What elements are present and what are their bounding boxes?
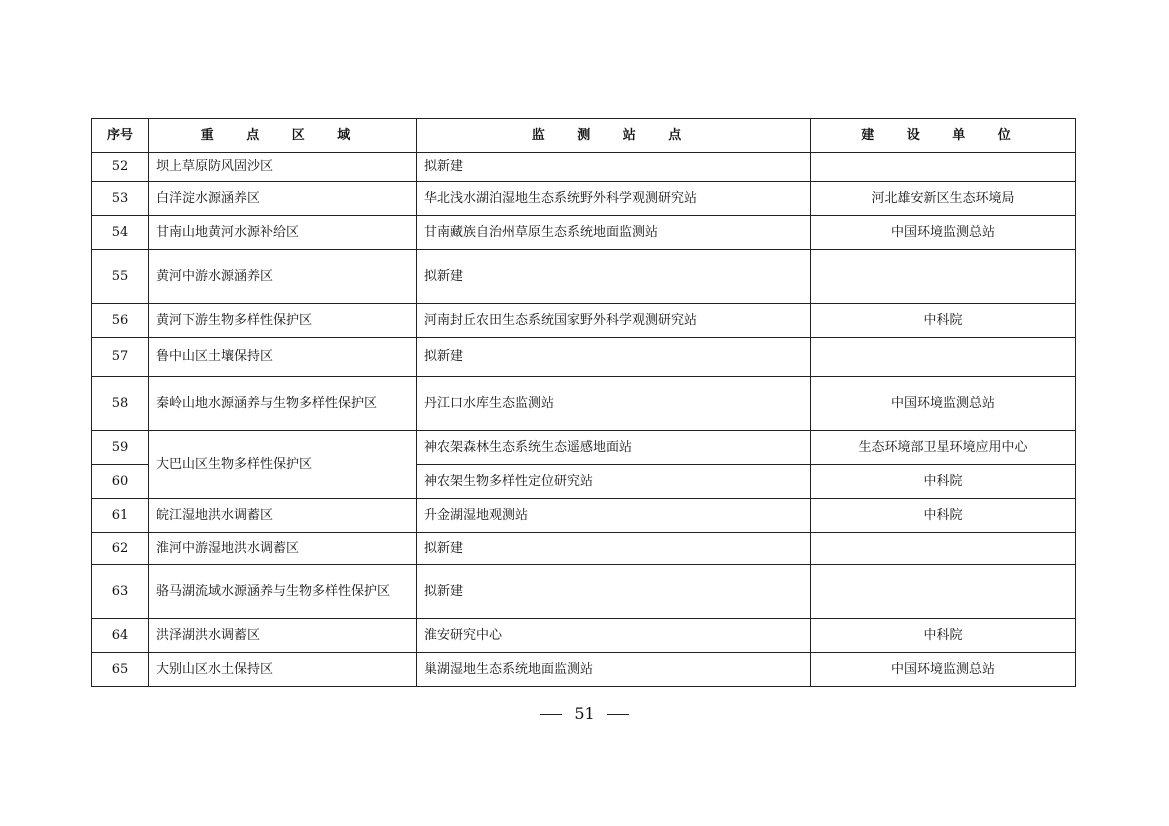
table-row: [92, 533, 1076, 565]
row-region: 大巴山区生物多样性保护区: [149, 431, 417, 499]
row-seq: 63: [92, 565, 149, 619]
monitoring-station-table: [91, 118, 1076, 687]
row-region: 秦岭山地水源涵养与生物多样性保护区: [149, 377, 417, 431]
row-unit: 中科院: [811, 465, 1076, 499]
row-unit: [811, 565, 1076, 619]
footer-dash-right: [607, 714, 629, 715]
row-region: 甘南山地黄河水源补给区: [149, 216, 417, 250]
row-seq: 53: [92, 182, 149, 216]
row-station: 拟新建: [417, 250, 811, 304]
table-row: [92, 182, 1076, 216]
row-unit: 中国环境监测总站: [811, 653, 1076, 687]
row-unit: [811, 338, 1076, 377]
row-unit: 河北雄安新区生态环境局: [811, 182, 1076, 216]
table-row: [92, 304, 1076, 338]
table-row: [92, 153, 1076, 182]
row-unit: [811, 533, 1076, 565]
row-region: 黄河中游水源涵养区: [149, 250, 417, 304]
row-region: 白洋淀水源涵养区: [149, 182, 417, 216]
row-seq: 64: [92, 619, 149, 653]
row-unit: 中国环境监测总站: [811, 377, 1076, 431]
row-seq: 52: [92, 153, 149, 182]
table-row: [92, 250, 1076, 304]
table-row: [92, 499, 1076, 533]
row-region: 洪泽湖洪水调蓄区: [149, 619, 417, 653]
row-region: 鲁中山区土壤保持区: [149, 338, 417, 377]
header-unit: 建 设 单 位: [811, 119, 1076, 153]
row-seq: 55: [92, 250, 149, 304]
row-unit: 生态环境部卫星环境应用中心: [811, 431, 1076, 465]
row-unit: [811, 250, 1076, 304]
row-unit: 中科院: [811, 304, 1076, 338]
row-unit: 中科院: [811, 499, 1076, 533]
row-region: 黄河下游生物多样性保护区: [149, 304, 417, 338]
table-row: [92, 216, 1076, 250]
row-seq: 58: [92, 377, 149, 431]
row-seq: 56: [92, 304, 149, 338]
row-region: 大别山区水土保持区: [149, 653, 417, 687]
row-region: 坝上草原防风固沙区: [149, 153, 417, 182]
row-station: 升金湖湿地观测站: [417, 499, 811, 533]
row-seq: 57: [92, 338, 149, 377]
table-row: [92, 653, 1076, 687]
row-station: 拟新建: [417, 533, 811, 565]
row-unit: 中科院: [811, 619, 1076, 653]
footer-dash-left: [540, 714, 562, 715]
row-unit: [811, 153, 1076, 182]
page-footer: [0, 704, 1169, 723]
row-station: 巢湖湿地生态系统地面监测站: [417, 653, 811, 687]
row-seq: 59: [92, 431, 149, 465]
header-station: 监 测 站 点: [417, 119, 811, 153]
row-station: 华北浅水湖泊湿地生态系统野外科学观测研究站: [417, 182, 811, 216]
row-station: 神农架生物多样性定位研究站: [417, 465, 811, 499]
table-row: [92, 619, 1076, 653]
table-row: [92, 338, 1076, 377]
row-seq: 54: [92, 216, 149, 250]
row-unit: 中国环境监测总站: [811, 216, 1076, 250]
header-region: 重 点 区 域: [149, 119, 417, 153]
row-station: 淮安研究中心: [417, 619, 811, 653]
table-row: [92, 565, 1076, 619]
row-region: 骆马湖流域水源涵养与生物多样性保护区: [149, 565, 417, 619]
header-seq: 序号: [92, 119, 149, 153]
table-header-row: [92, 119, 1076, 153]
row-station: 拟新建: [417, 565, 811, 619]
row-region: 淮河中游湿地洪水调蓄区: [149, 533, 417, 565]
row-region: 皖江湿地洪水调蓄区: [149, 499, 417, 533]
row-station: 甘南藏族自治州草原生态系统地面监测站: [417, 216, 811, 250]
row-seq: 65: [92, 653, 149, 687]
row-station: 神农架森林生态系统生态遥感地面站: [417, 431, 811, 465]
row-seq: 60: [92, 465, 149, 499]
table-row: [92, 431, 1076, 465]
table-row: [92, 377, 1076, 431]
row-seq: 62: [92, 533, 149, 565]
row-station: 拟新建: [417, 338, 811, 377]
row-seq: 61: [92, 499, 149, 533]
row-station: 拟新建: [417, 153, 811, 182]
row-station: 丹江口水库生态监测站: [417, 377, 811, 431]
row-station: 河南封丘农田生态系统国家野外科学观测研究站: [417, 304, 811, 338]
page-number: 51: [574, 704, 595, 723]
